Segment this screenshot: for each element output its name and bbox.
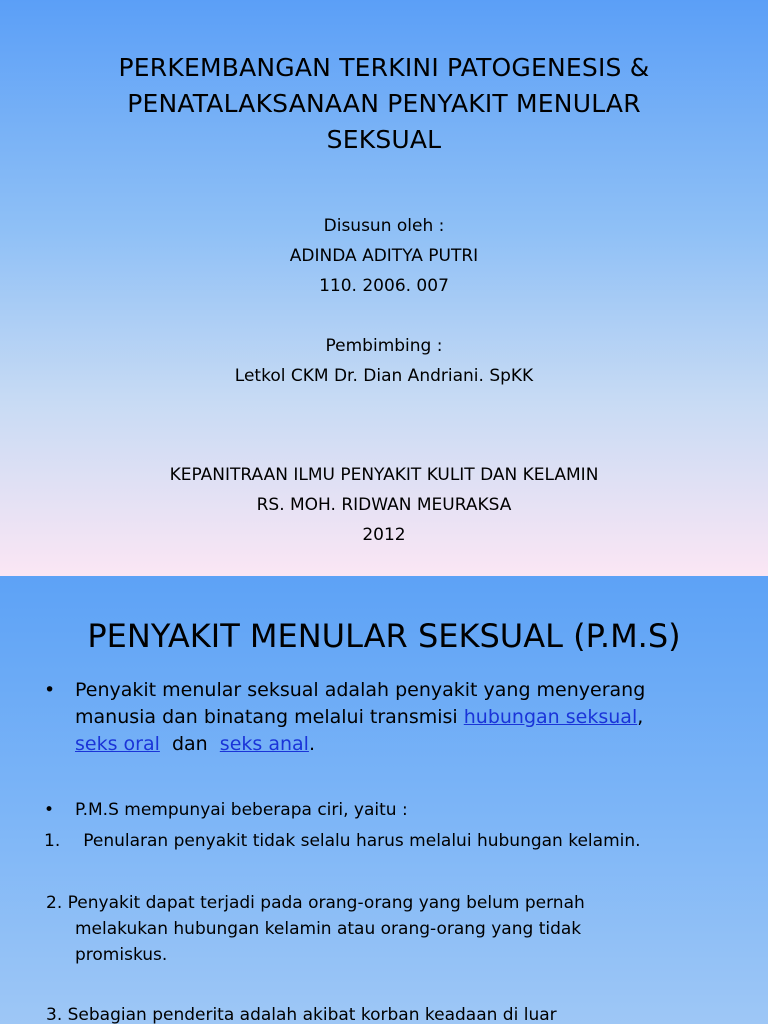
item-2-line-3: promiskus. <box>75 945 168 965</box>
list-item-2 <box>46 890 585 968</box>
period: . <box>308 733 315 755</box>
title-line-3: SEKSUAL <box>326 125 442 154</box>
definition-line-2 <box>75 704 645 731</box>
comma: , <box>637 706 644 728</box>
bullet-marker: • <box>44 679 56 701</box>
conjunction: dan <box>159 733 220 755</box>
supervisor-label: Pembimbing : <box>325 336 443 356</box>
item-3-line-1: 3. Sebagian penderita adalah akibat korban keadaan di luar <box>46 1005 557 1024</box>
department-name: KEPANITRAAN ILMU PENYAKIT KULIT DAN KELAMIN <box>169 465 599 485</box>
list-item-1 <box>44 828 641 854</box>
list-item-3 <box>46 1002 557 1024</box>
presentation-title <box>40 50 728 158</box>
title-line-2: PENATALAKSANAAN PENYAKIT MENULAR <box>127 89 641 118</box>
author-name: ADINDA ADITYA PUTRI <box>289 246 479 266</box>
author-block <box>40 211 728 391</box>
hospital-name: RS. MOH. RIDWAN MEURAKSA <box>256 495 512 515</box>
item-1-number: 1. <box>44 831 61 851</box>
definition-line-3 <box>75 731 645 758</box>
item-1-text: Penularan penyakit tidak selalu harus melalui hubungan kelamin. <box>83 831 641 851</box>
definition-line-2-text: manusia dan binatang melalui transmisi <box>75 706 464 728</box>
item-2-line-1: 2. Penyakit dapat terjadi pada orang-orang yang belum pernah <box>46 893 585 913</box>
institution-block <box>40 460 728 550</box>
supervisor-name: Letkol CKM Dr. Dian Andriani. SpKK <box>234 366 534 386</box>
compiled-by-label: Disusun oleh : <box>323 216 445 236</box>
author-id: 110. 2006. 007 <box>319 276 449 296</box>
definition-line-1: Penyakit menular seksual adalah penyakit yang menyerang <box>75 679 646 701</box>
content-slide <box>0 576 768 1024</box>
characteristics-intro: P.M.S mempunyai beberapa ciri, yaitu : <box>75 800 408 820</box>
link-seks-anal[interactable]: seks anal <box>219 733 309 755</box>
bullet-marker: • <box>44 800 55 820</box>
item-2-line-2: melakukan hubungan kelamin atau orang-orang yang tidak <box>75 919 582 939</box>
title-line-1: PERKEMBANGAN TERKINI PATOGENESIS & <box>118 53 650 82</box>
year: 2012 <box>362 525 406 545</box>
slide-title: PENYAKIT MENULAR SEKSUAL (P.M.S) <box>87 617 681 655</box>
link-hubungan-seksual[interactable]: hubungan seksual <box>463 706 638 728</box>
link-seks-oral[interactable]: seks oral <box>75 733 160 755</box>
